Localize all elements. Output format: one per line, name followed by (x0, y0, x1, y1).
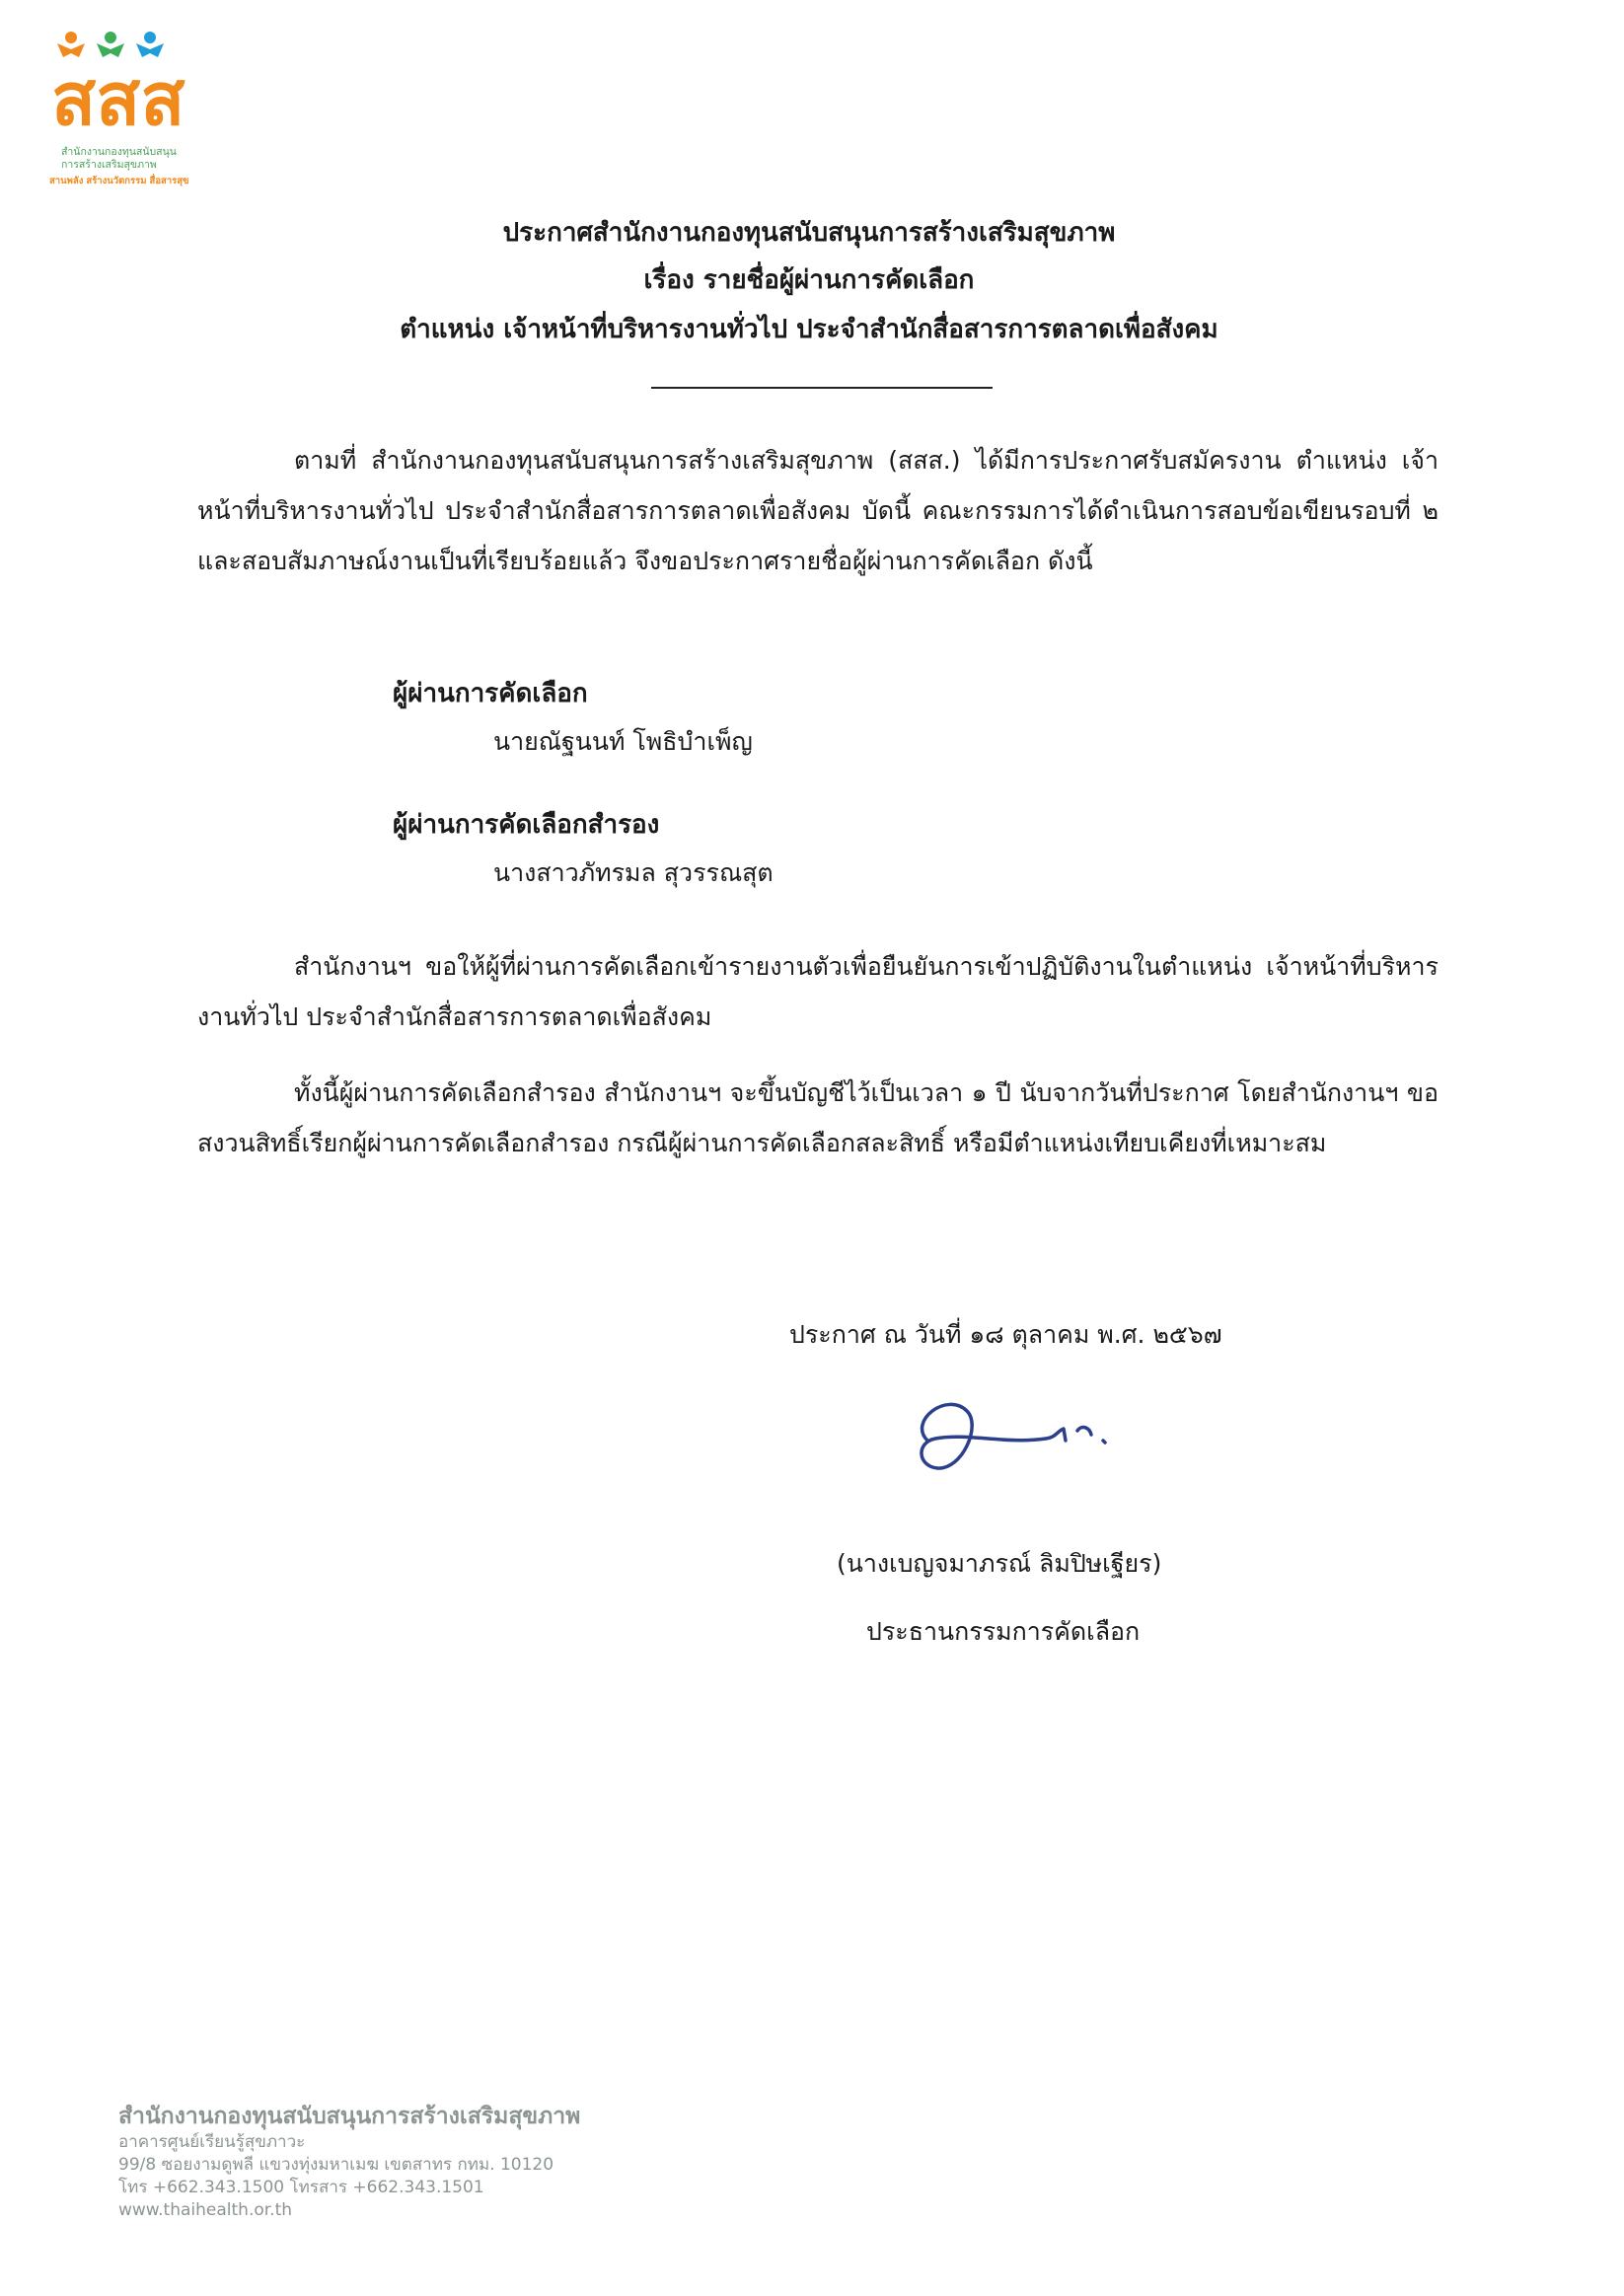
announcement-position: ตำแหน่ง เจ้าหน้าที่บริหารงานทั่วไป ประจำสำนักสื่อสารการตลาดเพื่อสังคม (400, 315, 1218, 344)
report-paragraph (197, 941, 1439, 1042)
intro-paragraph (197, 435, 1439, 586)
announcement-subject: เรื่อง รายชื่อผู้ผ่านการคัดเลือก (643, 265, 975, 295)
reserve-note-paragraph (197, 1068, 1439, 1168)
title-underline (651, 387, 993, 389)
reserve-note-text: ทั้งนี้ผู้ผ่านการคัดเลือกสำรอง สำนักงานฯ จะขึ้นบัญชีไว้เป็นเวลา ๑ ปี นับจากวันที่ประกาศ โดยสำนักงานฯ ขอสงวนสิทธิ์เรียกผู้ผ่านการคัดเลือกสำรอง กรณีผู้ผ่านการคัดเลือกสละสิทธิ์ หรือมีตำแหน่งเทียบเคียงที่เหมาะสม (197, 1078, 1439, 1157)
signer-position: ประธานกรรมการคัดเลือก (866, 1617, 1141, 1646)
signature-icon (908, 1381, 1164, 1490)
intro-text: ตามที่ สำนักงานกองทุนสนับสนุนการสร้างเสริมสุขภาพ (สสส.) ได้มีการประกาศรับสมัครงาน ตำแหน่ง เจ้าหน้าที่บริหารงานทั่วไป ประจำสำนักสื่อสารการตลาดเพื่อสังคม บัดนี้ คณะกรรมการได้ดำเนินการสอบข้อเขียนรอบที่ ๒ และสอบสัมภาษณ์งานเป็นที่เรียบร้อยแล้ว จึงขอประกาศรายชื่อผู้ผ่านการคัดเลือก ดังนี้ (197, 446, 1439, 575)
tagline-word-1: สานพลัง (49, 176, 84, 186)
people-figures-icon (57, 32, 164, 57)
tagline-word-2: สร้างนวัตกรรม (86, 176, 147, 186)
logo-tagline (49, 176, 189, 187)
footer-address: 99/8 ซอยงามดูพลี แขวงทุ่งมหาเมฆ เขตสาทร กทม. 10120 (118, 2155, 554, 2175)
selected-name: นายณัฐนนท์ โพธิบำเพ็ญ (493, 727, 753, 756)
footer-website[interactable]: www.thaihealth.or.th (118, 2200, 293, 2220)
footer-building: อาคารศูนย์เรียนรู้สุขภาวะ (118, 2132, 306, 2152)
logo-text: สสส (51, 57, 185, 142)
logo-mark-icon (49, 28, 217, 146)
report-text: สำนักงานฯ ขอให้ผู้ที่ผ่านการคัดเลือกเข้ารายงานตัวเพื่อยืนยันการเข้าปฏิบัติงานในตำแหน่ง เจ้าหน้าที่บริหารงานทั่วไป ประจำสำนักสื่อสารการตลาดเพื่อสังคม (197, 952, 1439, 1031)
footer-phone: โทร +662.343.1500 โทรสาร +662.343.1501 (118, 2178, 484, 2197)
logo-line-2: การสร้างเสริมสุขภาพ (61, 159, 157, 171)
thaihealth-logo (49, 28, 217, 186)
selected-heading: ผู้ผ่านการคัดเลือก (393, 679, 588, 708)
announcement-title: ประกาศสำนักงานกองทุนสนับสนุนการสร้างเสริมสุขภาพ (502, 218, 1116, 248)
announcement-date: ประกาศ ณ วันที่ ๑๘ ตุลาคม พ.ศ. ๒๕๖๗ (789, 1320, 1222, 1349)
signer-name: (นางเบญจมาภรณ์ ลิมปิษเฐียร) (837, 1549, 1162, 1578)
footer-org: สำนักงานกองทุนสนับสนุนการสร้างเสริมสุขภาพ (118, 2104, 581, 2129)
reserve-name: นางสาวภัทรมล สุวรรณสุต (493, 858, 774, 887)
reserve-heading: ผู้ผ่านการคัดเลือกสำรอง (393, 810, 660, 840)
tagline-word-3: สื่อสารสุข (149, 176, 189, 186)
logo-line-1: สำนักงานกองทุนสนับสนุน (61, 146, 177, 158)
footer (118, 2102, 580, 2222)
